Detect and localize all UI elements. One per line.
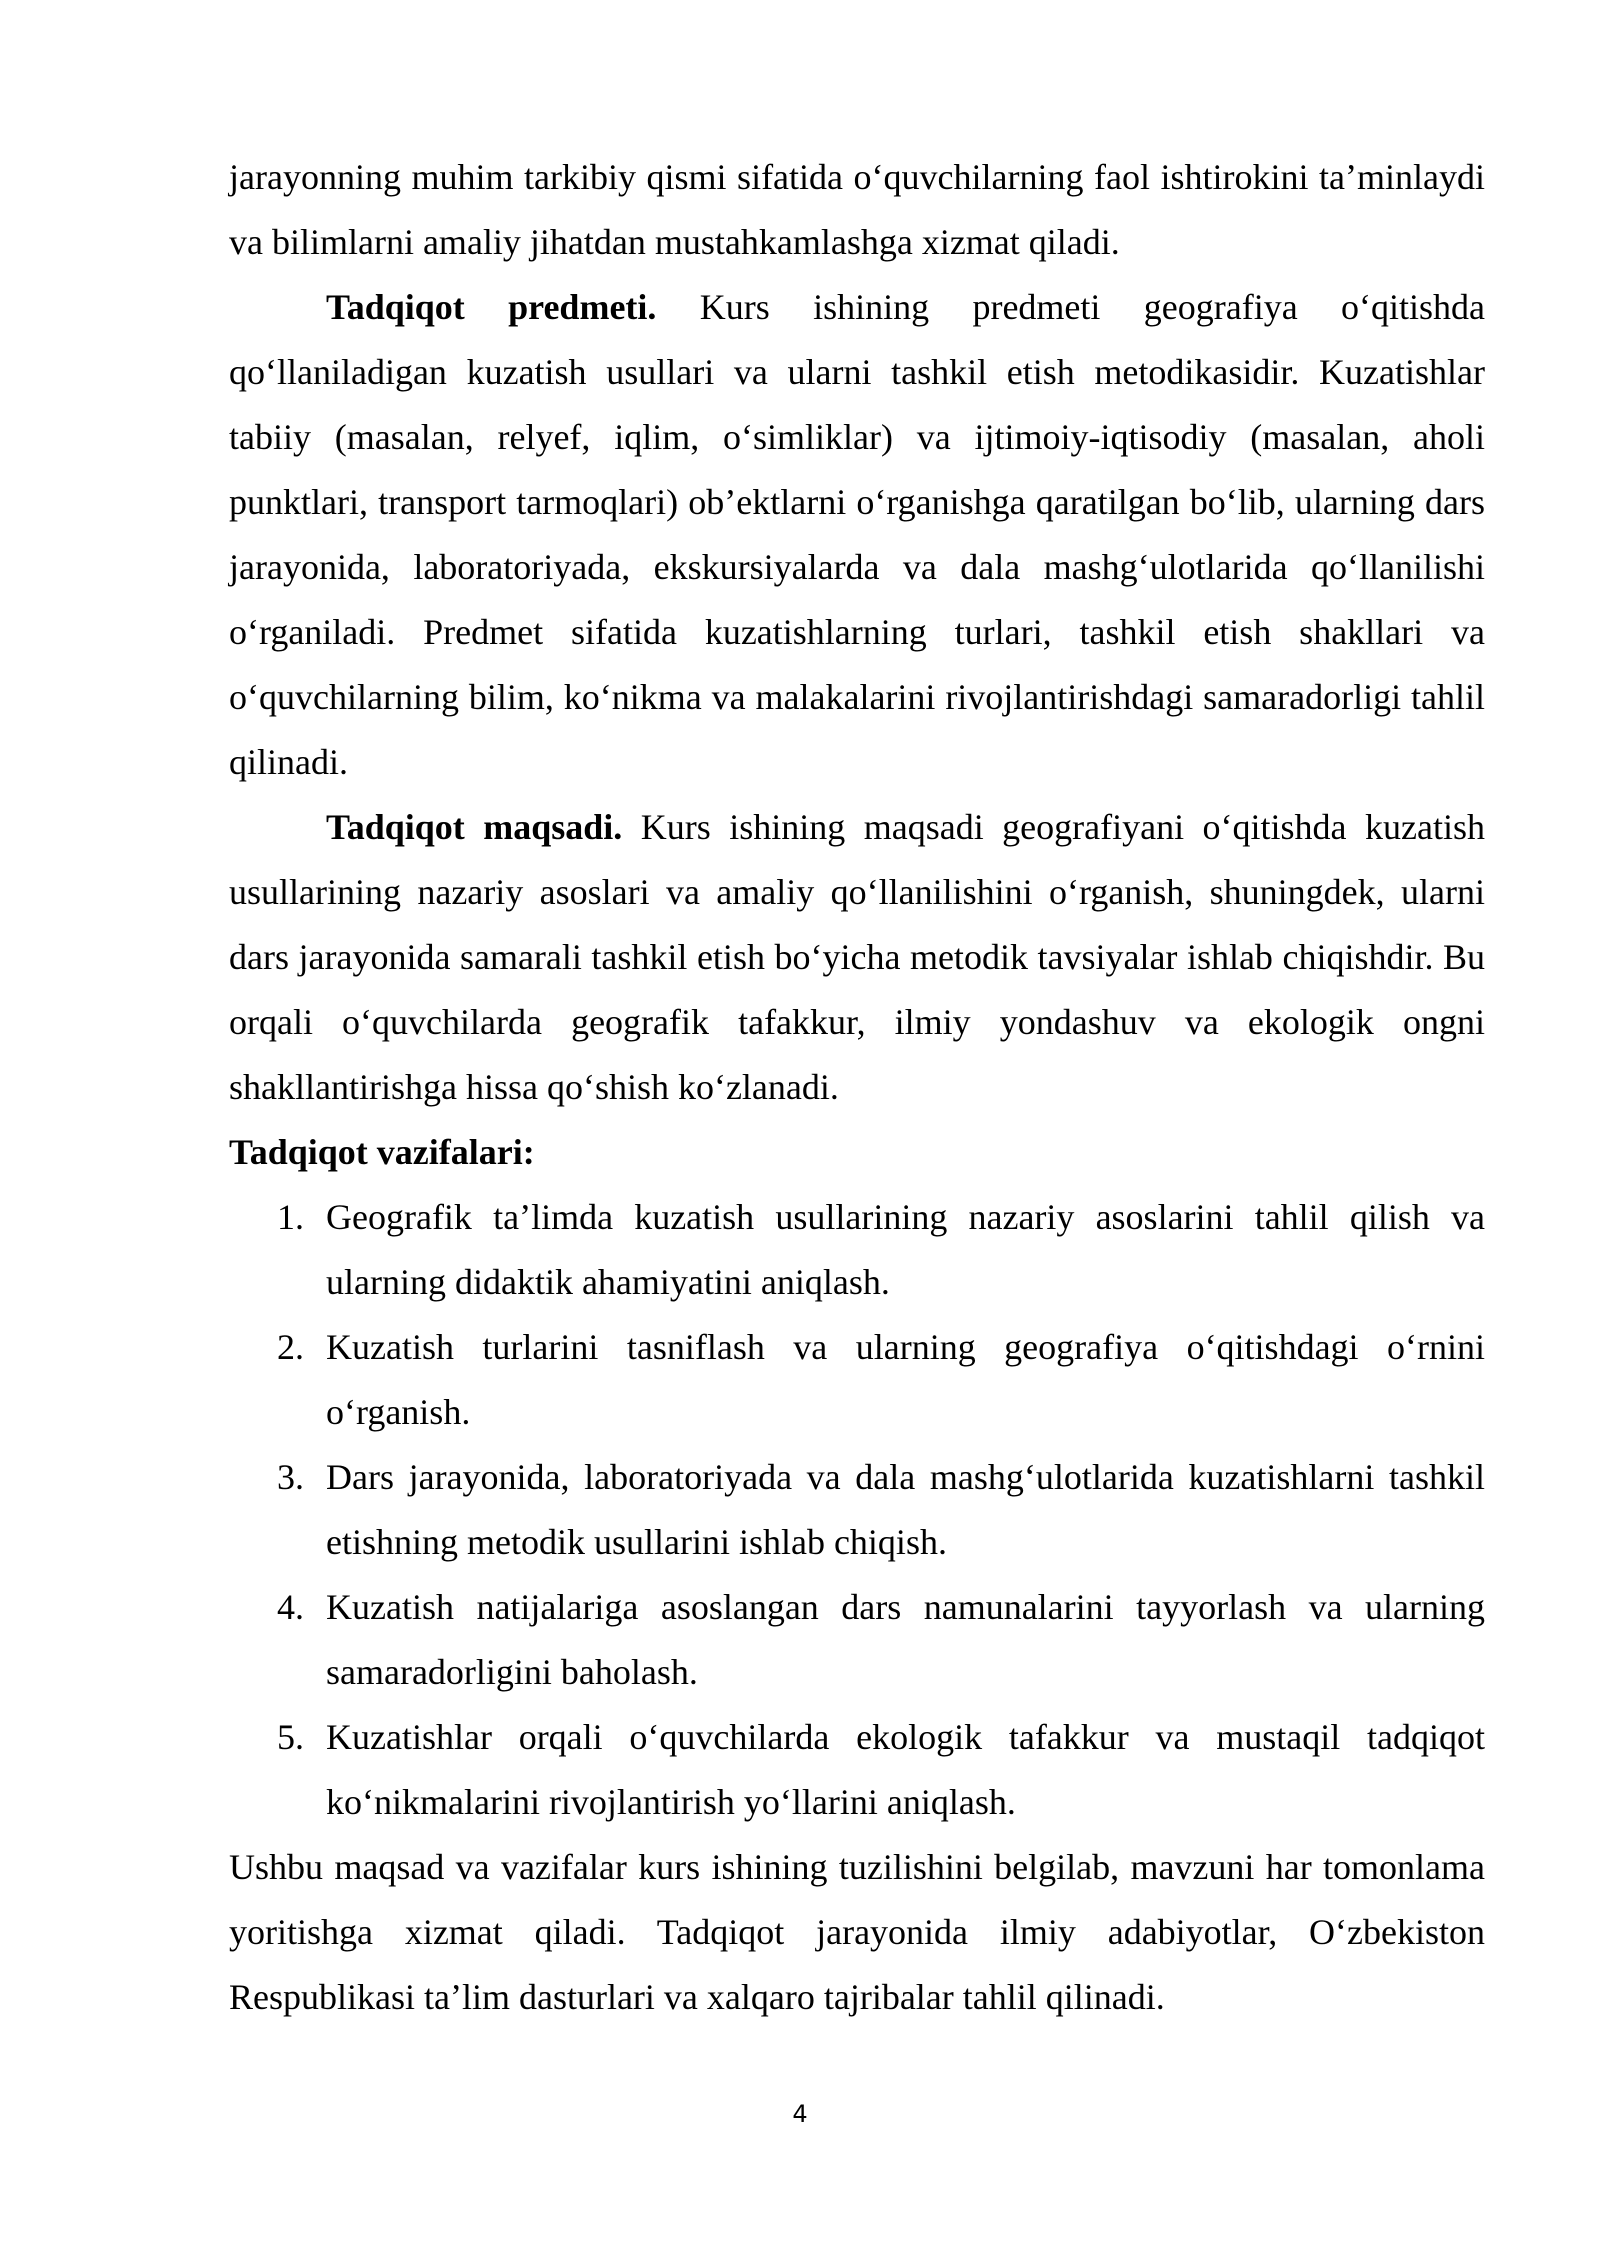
research-goal-text: Kurs ishining maqsadi geografiyani oʻqitishda kuzatish usullarining nazariy asoslari va amaliy qoʻllanilishini oʻrganish, shuningdek, ularni dars jarayonida samarali tashkil etish boʻyicha metodik tavsiyalar ishlab chiqishdir. Bu orqali oʻquvchilarda geografik tafakkur, ilmiy yondashuv va ekologik ongni shakllantirishga hissa qoʻshish koʻzlanadi. — [229, 807, 1485, 1107]
list-item-text: Kuzatish turlarini tasniflash va ularning geografiya oʻqitishdagi oʻrnini oʻrganish. — [326, 1327, 1485, 1432]
research-tasks-heading: Tadqiqot vazifalari: — [229, 1132, 535, 1172]
closing-paragraph: Ushbu maqsad va vazifalar kurs ishining tuzilishini belgilab, mavzuni har tomonlama yoritishga xizmat qiladi. Tadqiqot jarayonida ilmiy adabiyotlar, Oʻzbekiston Respublikasi taʼlim dasturlari va xalqaro tajribalar tahlil qilinadi. — [229, 1847, 1485, 2017]
list-item — [229, 1575, 1485, 1705]
list-item-number: 2. — [277, 1327, 304, 1367]
research-tasks-list — [229, 1185, 1485, 1835]
list-item-number: 1. — [277, 1197, 304, 1237]
list-item-number: 4. — [277, 1587, 304, 1627]
list-item-text: Kuzatishlar orqali oʻquvchilarda ekologik tafakkur va mustaqil tadqiqot koʻnikmalarini rivojlantirish yoʻllarini aniqlash. — [326, 1717, 1485, 1822]
list-item-text: Kuzatish natijalariga asoslangan dars namunalarini tayyorlash va ularning samaradorligini baholash. — [326, 1587, 1485, 1692]
page-content — [229, 145, 1485, 2030]
list-item-number: 3. — [277, 1457, 304, 1497]
research-goal-heading: Tadqiqot maqsadi. — [326, 807, 623, 847]
research-subject-paragraph — [229, 275, 1485, 795]
research-subject-text: Kurs ishining predmeti geografiya oʻqitishda qoʻllaniladigan kuzatish usullari va ularni tashkil etish metodikasidir. Kuzatishlar tabiiy (masalan, relyef, iqlim, oʻsimliklar) va ijtimoiy-iqtisodiy (masalan, aholi punktlari, transport tarmoqlari) obʼektlarni oʻrganishga qaratilgan boʻlib, ularning dars jarayonida, laboratoriyada, ekskursiyalarda va dala mashgʻulotlarida qoʻllanilishi oʻrganiladi. Predmet sifatida kuzatishlarning turlari, tashkil etish shakllari va oʻquvchilarning bilim, koʻnikma va malakalarini rivojlantirishdagi samaradorligi tahlil qilinadi. — [229, 287, 1485, 782]
list-item-text: Dars jarayonida, laboratoriyada va dala mashgʻulotlarida kuzatishlarni tashkil etishning metodik usullarini ishlab chiqish. — [326, 1457, 1485, 1562]
research-subject-heading: Tadqiqot predmeti. — [326, 287, 657, 327]
list-item — [229, 1445, 1485, 1575]
intro-paragraph: jarayonning muhim tarkibiy qismi sifatida oʻquvchilarning faol ishtirokini taʼminlaydi va bilimlarni amaliy jihatdan mustahkamlashga xizmat qiladi. — [229, 157, 1485, 262]
page-number: 4 — [792, 2100, 808, 2128]
list-item-number: 5. — [277, 1717, 304, 1757]
list-item-text: Geografik taʼlimda kuzatish usullarining nazariy asoslarini tahlil qilish va ularning didaktik ahamiyatini aniqlash. — [326, 1197, 1485, 1302]
list-item — [229, 1705, 1485, 1835]
list-item — [229, 1185, 1485, 1315]
research-goal-paragraph — [229, 795, 1485, 1120]
list-item — [229, 1315, 1485, 1445]
